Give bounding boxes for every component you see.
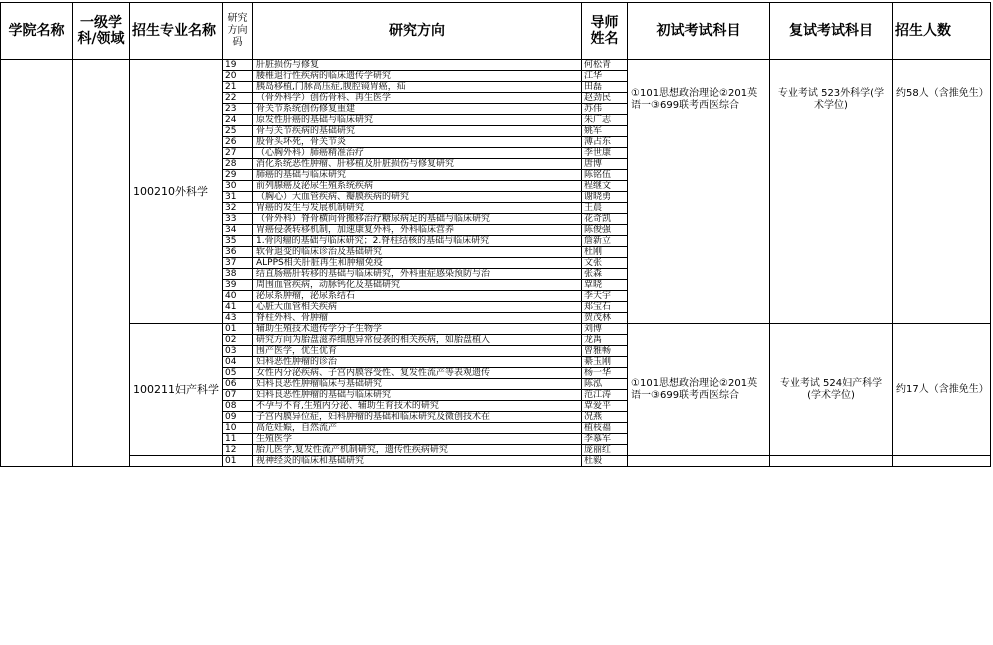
advisor-name: 薄占东 xyxy=(582,137,628,148)
direction-code: 27 xyxy=(223,148,253,159)
direction-text: 围产医学，优生优育 xyxy=(253,346,582,357)
advisor-name: 唐博 xyxy=(582,159,628,170)
quota-cell xyxy=(893,456,991,467)
direction-code: 26 xyxy=(223,137,253,148)
major-cell: 100211妇产科学 xyxy=(130,324,223,456)
advisor-name: 张森 xyxy=(582,269,628,280)
quota-cell: 约17人（含推免生） xyxy=(893,324,991,456)
direction-code: 05 xyxy=(223,368,253,379)
header-discipline: 一级学科/领域 xyxy=(73,3,130,60)
advisor-name: 朱广志 xyxy=(582,115,628,126)
direction-text: 胎儿医学,复发性流产机制研究，遗传性疾病研究 xyxy=(253,445,582,456)
direction-text: 肝脏损伤与修复 xyxy=(253,60,582,71)
direction-code: 31 xyxy=(223,192,253,203)
direction-code: 28 xyxy=(223,159,253,170)
direction-text: 妇科良恶性肿瘤临床与基础研究 xyxy=(253,379,582,390)
discipline-cell xyxy=(73,60,130,467)
direction-code: 03 xyxy=(223,346,253,357)
direction-text: 腰椎退行性疾病的临床遗传学研究 xyxy=(253,71,582,82)
advisor-name: 谢晓勇 xyxy=(582,192,628,203)
direction-text: 研究方向为胎盘滋养细胞异常侵袭的相关疾病，如胎盘植入 xyxy=(253,335,582,346)
header-major: 招生专业名称 xyxy=(130,3,223,60)
direction-code: 19 xyxy=(223,60,253,71)
advisor-name: 郑宝石 xyxy=(582,302,628,313)
advisor-name: 何松青 xyxy=(582,60,628,71)
direction-code: 34 xyxy=(223,225,253,236)
direction-text: 辅助生殖技术遗传学分子生物学 xyxy=(253,324,582,335)
advisor-name: 贺茂林 xyxy=(582,313,628,324)
direction-code: 35 xyxy=(223,236,253,247)
advisor-name: 花奇凯 xyxy=(582,214,628,225)
direction-code: 29 xyxy=(223,170,253,181)
advisor-name: 庞丽红 xyxy=(582,445,628,456)
direction-text: 骨与关节疾病的基础研究 xyxy=(253,126,582,137)
direction-text: 妇科良恶性肿瘤的基础与临床研究 xyxy=(253,390,582,401)
direction-text: 前列腺癌及泌尿生殖系统疾病 xyxy=(253,181,582,192)
direction-text: 结直肠癌肝转移的基础与临床研究，外科重症感染预防与治 xyxy=(253,269,582,280)
advisor-name: 綦玉刚 xyxy=(582,357,628,368)
direction-code: 07 xyxy=(223,390,253,401)
direction-text: 不孕与不育,生殖内分泌、辅助生育技术的研究 xyxy=(253,401,582,412)
major-cell xyxy=(130,456,223,467)
direction-code: 25 xyxy=(223,126,253,137)
advisor-name: 况燕 xyxy=(582,412,628,423)
initial-exam-cell xyxy=(628,456,770,467)
advisor-name: 陈俊强 xyxy=(582,225,628,236)
direction-text: 胃癌侵袭转移机制，加速康复外科，外科临床营养 xyxy=(253,225,582,236)
direction-code: 10 xyxy=(223,423,253,434)
direction-text: 视神经炎的临床和基础研究 xyxy=(253,456,582,467)
direction-code: 21 xyxy=(223,82,253,93)
direction-code: 04 xyxy=(223,357,253,368)
direction-text: 女性内分泌疾病、子宫内膜容受性、复发性流产等表观遗传 xyxy=(253,368,582,379)
major-cell: 100210外科学 xyxy=(130,60,223,324)
direction-code: 23 xyxy=(223,104,253,115)
advisor-name: 龙禹 xyxy=(582,335,628,346)
direction-text: （胸心）大血管疾病、瓣膜疾病的研究 xyxy=(253,192,582,203)
advisor-name: 李世康 xyxy=(582,148,628,159)
direction-text: 高危妊娠，自然流产 xyxy=(253,423,582,434)
direction-text: 妇科恶性肿瘤的诊治 xyxy=(253,357,582,368)
direction-text: （骨外科）脊骨横向骨搬移治疗糖尿病足的基础与临床研究 xyxy=(253,214,582,225)
advisor-name: 苏伟 xyxy=(582,104,628,115)
retest-exam-cell xyxy=(770,456,893,467)
direction-code: 40 xyxy=(223,291,253,302)
direction-code: 12 xyxy=(223,445,253,456)
retest-exam-cell: 专业考试 524妇产科学(学术学位) xyxy=(770,324,893,456)
advisor-name: 李天宇 xyxy=(582,291,628,302)
quota-cell: 约58人（含推免生） xyxy=(893,60,991,324)
direction-text: 骨关节系统创伤修复重建 xyxy=(253,104,582,115)
header-school: 学院名称 xyxy=(1,3,73,60)
advisor-name: 姚军 xyxy=(582,126,628,137)
direction-text: 周围血管疾病，动脉钙化及基础研究 xyxy=(253,280,582,291)
direction-text: 原发性肝癌的基础与临床研究 xyxy=(253,115,582,126)
initial-exam-cell: ①101思想政治理论②201英语一③699联考西医综合 xyxy=(628,324,770,456)
direction-text: 心脏大血管相关疾病 xyxy=(253,302,582,313)
header-quota: 招生人数 xyxy=(893,3,991,60)
direction-code: 02 xyxy=(223,335,253,346)
direction-text: 脊柱外科、骨肿瘤 xyxy=(253,313,582,324)
direction-text: 子宫内膜异位症，妇科肿瘤的基础和临床研究及微创技术在 xyxy=(253,412,582,423)
direction-code: 09 xyxy=(223,412,253,423)
advisor-name: 曾雅畅 xyxy=(582,346,628,357)
advisor-name: 李慕军 xyxy=(582,434,628,445)
advisor-name: 植枝福 xyxy=(582,423,628,434)
school-cell xyxy=(1,60,73,467)
direction-code: 01 xyxy=(223,324,253,335)
direction-text: （骨外科学）创伤骨科、再生医学 xyxy=(253,93,582,104)
direction-text: 软骨退变的临床诊治及基础研究 xyxy=(253,247,582,258)
advisor-name: 范江涛 xyxy=(582,390,628,401)
direction-text: （心胸外科）肺癌精准治疗 xyxy=(253,148,582,159)
direction-code: 41 xyxy=(223,302,253,313)
direction-code: 08 xyxy=(223,401,253,412)
advisor-name: 覃爱平 xyxy=(582,401,628,412)
direction-text: 胃癌的发生与发展机制研究 xyxy=(253,203,582,214)
direction-code: 11 xyxy=(223,434,253,445)
direction-code: 24 xyxy=(223,115,253,126)
table-row xyxy=(1,456,991,467)
direction-code: 32 xyxy=(223,203,253,214)
direction-text: 生殖医学 xyxy=(253,434,582,445)
direction-code: 36 xyxy=(223,247,253,258)
table-row xyxy=(1,60,991,71)
direction-code: 22 xyxy=(223,93,253,104)
advisor-name: 杜刚 xyxy=(582,247,628,258)
advisor-name: 陈铭伍 xyxy=(582,170,628,181)
header-advisor: 导师姓名 xyxy=(582,3,628,60)
direction-text: 1.骨肉瘤的基础与临床研究；2.脊柱结核的基础与临床研究 xyxy=(253,236,582,247)
advisor-name: 程继文 xyxy=(582,181,628,192)
advisor-name: 刘博 xyxy=(582,324,628,335)
direction-code: 39 xyxy=(223,280,253,291)
direction-text: 消化系统恶性肿瘤、肝移植及肝脏损伤与修复研究 xyxy=(253,159,582,170)
table-row xyxy=(1,324,991,335)
direction-code: 43 xyxy=(223,313,253,324)
header-direction: 研究方向 xyxy=(253,3,582,60)
advisor-name: 覃晓 xyxy=(582,280,628,291)
direction-text: 泌尿系肿瘤，泌尿系结石 xyxy=(253,291,582,302)
direction-code: 06 xyxy=(223,379,253,390)
advisor-name: 江华 xyxy=(582,71,628,82)
advisor-name: 詹新立 xyxy=(582,236,628,247)
advisor-name: 文张 xyxy=(582,258,628,269)
advisor-name: 杜毅 xyxy=(582,456,628,467)
direction-text: 股骨头坏死，骨关节炎 xyxy=(253,137,582,148)
advisor-name: 赵劲民 xyxy=(582,93,628,104)
advisor-name: 杨一华 xyxy=(582,368,628,379)
header-initial-exam: 初试考试科目 xyxy=(628,3,770,60)
table-body xyxy=(1,60,991,467)
direction-text: 肺癌的基础与临床研究 xyxy=(253,170,582,181)
advisor-name: 王晨 xyxy=(582,203,628,214)
direction-code: 30 xyxy=(223,181,253,192)
direction-code: 20 xyxy=(223,71,253,82)
advisor-name: 陈泓 xyxy=(582,379,628,390)
advisor-name: 田磊 xyxy=(582,82,628,93)
header-row xyxy=(1,3,991,60)
direction-code: 38 xyxy=(223,269,253,280)
initial-exam-cell: ①101思想政治理论②201英语一③699联考西医综合 xyxy=(628,60,770,324)
header-retest-exam: 复试考试科目 xyxy=(770,3,893,60)
direction-code: 01 xyxy=(223,456,253,467)
direction-text: 胰岛移植,门脉高压症,腹腔镜胃癌，疝 xyxy=(253,82,582,93)
direction-code: 37 xyxy=(223,258,253,269)
direction-text: ALPPS相关肝脏再生和肿瘤免疫 xyxy=(253,258,582,269)
admissions-table xyxy=(0,2,991,467)
retest-exam-cell: 专业考试 523外科学(学术学位) xyxy=(770,60,893,324)
direction-code: 33 xyxy=(223,214,253,225)
header-code: 研究方向码 xyxy=(223,3,253,60)
